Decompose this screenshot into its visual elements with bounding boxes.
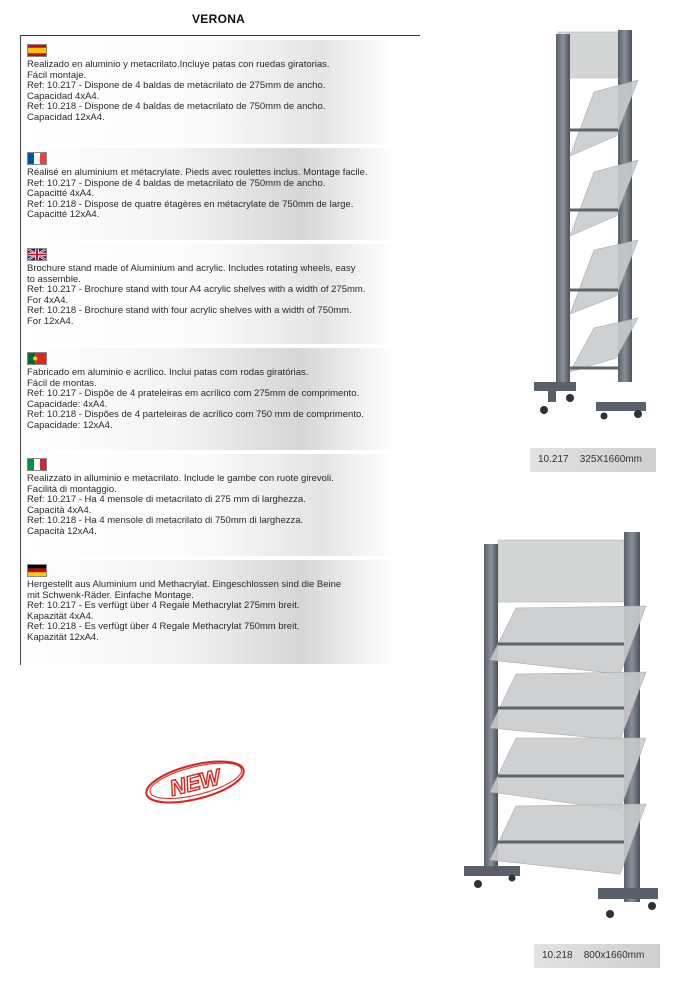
brochure-stand-narrow-image — [520, 28, 660, 420]
text-line: Ref: 10.217 - Es verfügt über 4 Regale Methacrylat 275mm breit. — [27, 600, 300, 612]
text-line: Capacitté 4xA4. — [27, 188, 95, 200]
text-line: Ref: 10.217 - Dispõe de 4 prateleiras em acrílico com 275mm de comprimento. — [27, 388, 360, 400]
france-flag-icon — [27, 152, 47, 165]
uk-flag-icon — [27, 248, 47, 261]
text-line: Ref: 10.218 - Dispone de 4 baldas de metacrilato de 750mm de ancho. — [27, 101, 326, 113]
text-line: Ref: 10.218 - Es verfügt über 4 Regale Methacrylat 750mm breit. — [27, 621, 300, 633]
text-line: Réalisé en aluminium et métacrylate. Pieds avec roulettes inclus. Montage facile. — [27, 167, 368, 178]
section-french — [21, 148, 394, 240]
text-line: Fácil montaje. — [27, 69, 87, 81]
title-divider — [20, 35, 420, 36]
text-line: Capacitté 12xA4. — [27, 209, 100, 221]
spain-flag-icon — [27, 44, 47, 57]
text-line: Capacidad 12xA4. — [27, 111, 105, 123]
text-line: For 4xA4. — [27, 294, 69, 306]
new-stamp-icon — [140, 752, 250, 812]
section-portuguese — [21, 348, 394, 450]
text-line: Capacidad 4xA4. — [27, 90, 100, 102]
text-line: Ref: 10.217 - Ha 4 mensole di metacrilato di 275 mm di larghezza. — [27, 494, 306, 506]
product-caption-10218 — [534, 944, 660, 968]
text-line: For 12xA4. — [27, 315, 74, 327]
italy-flag-icon — [27, 458, 47, 471]
text-line: Ref: 10.217 - Dispone de 4 baldas de metacrilato de 750mm de ancho. — [27, 177, 326, 189]
product-ref: 10.217 — [538, 454, 569, 465]
text-line: Realizado en aluminio y metacrilato.Incluye patas con ruedas giratorias. — [27, 59, 330, 70]
text-line: Facilità di montaggio. — [27, 483, 117, 495]
text-line: Kapazität 12xA4. — [27, 631, 99, 643]
portugal-flag-icon — [27, 352, 47, 365]
product-ref: 10.218 — [542, 950, 573, 961]
text-line: Realizzato in alluminio e metacrilato. Include le gambe con ruote girevoli. — [27, 473, 334, 484]
text-line: Ref: 10.218 - Dispose de quatre étagères en métacrylate de 750mm de large. — [27, 198, 354, 210]
text-line: Ref: 10.218 - Brochure stand with four acrylic shelves with a width of 750mm. — [27, 305, 352, 317]
text-line: Capacidade: 12xA4. — [27, 419, 113, 431]
section-spanish — [21, 40, 394, 144]
new-stamp-text: NEW — [167, 764, 224, 801]
text-line: Ref: 10.217 - Brochure stand with tour A4 acrylic shelves with a width of 275mm. — [27, 284, 366, 296]
text-line: to assemble. — [27, 273, 81, 285]
text-line: Ref: 10.218 - Ha 4 mensole di metacrilato di 750mm di larghezza. — [27, 515, 304, 527]
product-caption-10217 — [530, 448, 656, 472]
section-italian — [21, 454, 394, 556]
text-line: Capacità 12xA4. — [27, 525, 97, 537]
text-line: Fácil de montas. — [27, 377, 97, 389]
product-size: 800x1660mm — [583, 950, 645, 961]
text-line: mit Schwenk-Räder. Einfache Montage. — [27, 589, 194, 601]
section-german — [21, 560, 394, 664]
page-title: VERONA — [192, 12, 246, 26]
text-line: Hergestellt aus Aluminium und Methacrylat. Eingeschlossen sind die Beine — [27, 579, 342, 590]
text-line: Ref: 10.217 - Dispone de 4 baldas de metacrilato de 275mm de ancho. — [27, 80, 326, 92]
text-line: Ref: 10.218 - Dispões de 4 parteleiras de acrílico com 750 mm de comprimento. — [27, 409, 364, 421]
brochure-stand-wide-image — [460, 530, 670, 922]
section-english — [21, 244, 394, 344]
germany-flag-icon — [27, 564, 47, 577]
text-line: Capacità 4xA4. — [27, 504, 92, 516]
text-line: Fabricado em aluminio e acrílico. Inclui patas com rodas giratórias. — [27, 367, 309, 378]
text-line: Kapazität 4xA4. — [27, 610, 94, 622]
text-line: Brochure stand made of Aluminium and acrylic. Includes rotating wheels, easy — [27, 263, 356, 274]
text-line: Capacidade: 4xA4. — [27, 398, 108, 410]
product-size: 325X1660mm — [579, 454, 642, 465]
